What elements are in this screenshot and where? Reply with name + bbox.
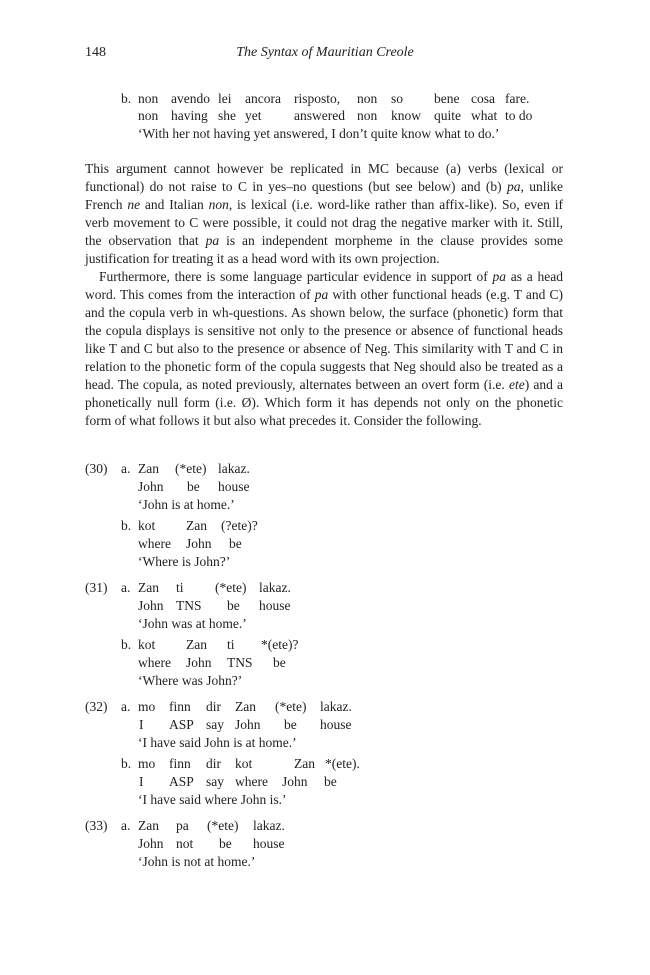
- example-word: lakaz.: [218, 461, 250, 476]
- example-words-line: [0, 636, 650, 654]
- example-gloss: be: [273, 655, 286, 670]
- example-gloss: what: [471, 108, 498, 123]
- italic-term: ne: [127, 197, 141, 212]
- example-item-label: a.: [121, 461, 131, 476]
- example-word: ti: [176, 580, 184, 595]
- example-word: kot: [235, 756, 253, 771]
- italic-term: non: [208, 197, 229, 212]
- example-number: (32): [85, 699, 108, 714]
- example-word: (*ete): [275, 699, 307, 714]
- example-item-label: b.: [121, 756, 132, 771]
- example-gloss-line: [0, 835, 650, 853]
- example-item-label: a.: [121, 580, 131, 595]
- example-word: kot: [138, 518, 156, 533]
- example-gloss: non: [138, 108, 159, 123]
- page-number: 148: [85, 45, 106, 60]
- example-word: Zan: [186, 637, 207, 652]
- example-translation: ‘John was at home.’: [138, 616, 247, 631]
- example-word: Zan: [294, 756, 315, 771]
- example-gloss: John: [138, 598, 164, 613]
- italic-term: pa: [492, 269, 507, 284]
- example-gloss: I: [139, 717, 144, 732]
- example-gloss: be: [187, 479, 200, 494]
- example-gloss: be: [324, 774, 337, 789]
- example-word: non: [138, 91, 159, 106]
- example-number: (31): [85, 580, 108, 595]
- example-gloss-line: [0, 716, 650, 734]
- example-words-line: [0, 755, 650, 773]
- example-translation: ‘Where is John?’: [138, 554, 231, 569]
- example-word: kot: [138, 637, 156, 652]
- text-run: and Italian: [140, 197, 209, 212]
- example-word: risposto,: [294, 91, 341, 106]
- text-run: , unlike French: [85, 179, 563, 212]
- text-run: Furthermore, there is some language particular evidence in support of: [99, 269, 493, 284]
- example-gloss: know: [391, 108, 421, 123]
- example-word: Zan: [138, 461, 159, 476]
- example-gloss-line: [0, 654, 650, 672]
- example-gloss: to do: [505, 108, 533, 123]
- italic-term: ete: [508, 377, 525, 392]
- text-run: , is lexical (i.e. word-like rather than affix-like). So, even if verb movement to C were possible, it could not drag the negative marker with it. Still, the observation that: [85, 197, 563, 248]
- example-word: lakaz.: [253, 818, 285, 833]
- example-translation: ‘Where was John?’: [138, 673, 243, 688]
- example-word: *(ete).: [325, 756, 360, 771]
- example-word: cosa: [471, 91, 495, 106]
- example-word: dir: [206, 699, 221, 714]
- text-run: This argument cannot however be replicated in MC because (a) verbs (lexical or functional) do not raise to C in yes–no questions (but see below) and (b): [85, 161, 563, 194]
- example-word: ti: [227, 637, 235, 652]
- example-gloss: be: [227, 598, 240, 613]
- example-translation: ‘John is at home.’: [138, 497, 235, 512]
- example-gloss: say: [206, 774, 224, 789]
- example-word: ancora: [245, 91, 281, 106]
- example-number: (33): [85, 818, 108, 833]
- example-word: (*ete): [175, 461, 207, 476]
- example-word: pa: [176, 818, 189, 833]
- example-gloss: yet: [245, 108, 262, 123]
- italic-term: pa: [314, 287, 329, 302]
- example-gloss: having: [171, 108, 208, 123]
- example-word: mo: [138, 699, 156, 714]
- example-gloss: TNS: [227, 655, 253, 670]
- example-words-line: [0, 579, 650, 597]
- example-words-line: [0, 817, 650, 835]
- example-word: lakaz.: [259, 580, 291, 595]
- example-word: Zan: [138, 580, 159, 595]
- body-text: [85, 160, 563, 430]
- example-gloss: where: [235, 774, 268, 789]
- example-gloss: be: [219, 836, 232, 851]
- example-word: fare.: [505, 91, 530, 106]
- example-word: (?ete)?: [221, 518, 258, 533]
- example-gloss: non: [357, 108, 378, 123]
- example-gloss: John: [186, 655, 212, 670]
- running-title: The Syntax of Mauritian Creole: [236, 45, 414, 60]
- text-run: as a head word. This comes from the interaction of: [85, 269, 563, 302]
- example-gloss: say: [206, 717, 224, 732]
- text-run: ) and a phonetically null form (i.e. Ø). Which form it has depends not only on the phonetic form of what follows it but also what precedes it. Consider the following.: [85, 377, 563, 428]
- example-gloss: where: [138, 655, 171, 670]
- example-translation: ‘I have said where John is.’: [138, 792, 287, 807]
- example-gloss: house: [218, 479, 250, 494]
- example-gloss: quite: [434, 108, 461, 123]
- paragraph: [85, 160, 563, 268]
- example-gloss: ASP: [169, 774, 194, 789]
- example-word: Zan: [186, 518, 207, 533]
- example-translation: ‘I have said John is at home.’: [138, 735, 297, 750]
- example-gloss: I: [139, 774, 144, 789]
- example-word: mo: [138, 756, 156, 771]
- text-run: with other functional heads (e.g. T and C) and the copula verb in wh-questions. As shown below, the surface (phonetic) form that the copula displays is sensitive not only to the presence or absence of functional heads like T and C but also to the presence or absence of Neg. This similarity with T and C in relation to the phonetic form of the copula suggests that Neg should also be treated as a head. The copula, as noted previously, alternates between an overt form (i.e.: [85, 287, 563, 392]
- italic-term: pa: [205, 233, 220, 248]
- example-word: (*ete): [207, 818, 239, 833]
- example-gloss-line: [0, 478, 650, 496]
- example-gloss: John: [235, 717, 261, 732]
- example-gloss: John: [186, 536, 212, 551]
- example-gloss: be: [284, 717, 297, 732]
- text-run: is an independent morpheme in the clause provides some justification for treating it as a head word with its own projection.: [85, 233, 563, 266]
- example-words-line: [0, 460, 650, 478]
- italic-term: pa: [506, 179, 521, 194]
- example-gloss: John: [138, 479, 164, 494]
- example-word: non: [357, 91, 378, 106]
- example-item-label: b.: [121, 637, 132, 652]
- example-word: lei: [218, 91, 232, 106]
- example-gloss-line: [0, 535, 650, 553]
- example-word: *(ete)?: [261, 637, 299, 652]
- example-translation: ‘With her not having yet answered, I don’t quite know what to do.’: [138, 126, 500, 141]
- example-item-label: b.: [121, 91, 132, 106]
- example-word: (*ete): [215, 580, 247, 595]
- example-gloss: John: [282, 774, 308, 789]
- example-words-line: [0, 90, 650, 108]
- example-gloss-line: [0, 773, 650, 791]
- example-gloss: answered: [294, 108, 345, 123]
- example-word: finn: [169, 699, 191, 714]
- example-word: Zan: [235, 699, 256, 714]
- example-word: finn: [169, 756, 191, 771]
- example-word: bene: [434, 91, 460, 106]
- example-gloss: house: [253, 836, 285, 851]
- example-words-line: [0, 698, 650, 716]
- example-gloss: where: [138, 536, 171, 551]
- example-gloss: she: [218, 108, 236, 123]
- example-word: Zan: [138, 818, 159, 833]
- example-word: dir: [206, 756, 221, 771]
- example-gloss: be: [229, 536, 242, 551]
- example-translation: ‘John is not at home.’: [138, 854, 256, 869]
- example-gloss: not: [176, 836, 194, 851]
- example-gloss: TNS: [176, 598, 202, 613]
- example-number: (30): [85, 461, 108, 476]
- example-word: so: [391, 91, 404, 106]
- example-item-label: a.: [121, 699, 131, 714]
- example-gloss: house: [259, 598, 291, 613]
- example-word: lakaz.: [320, 699, 352, 714]
- example-item-label: a.: [121, 818, 131, 833]
- example-gloss: John: [138, 836, 164, 851]
- example-item-label: b.: [121, 518, 132, 533]
- example-word: avendo: [171, 91, 210, 106]
- example-gloss: ASP: [169, 717, 194, 732]
- paragraph: [85, 268, 563, 430]
- example-words-line: [0, 517, 650, 535]
- example-gloss-line: [0, 107, 650, 125]
- example-gloss-line: [0, 597, 650, 615]
- example-gloss: house: [320, 717, 352, 732]
